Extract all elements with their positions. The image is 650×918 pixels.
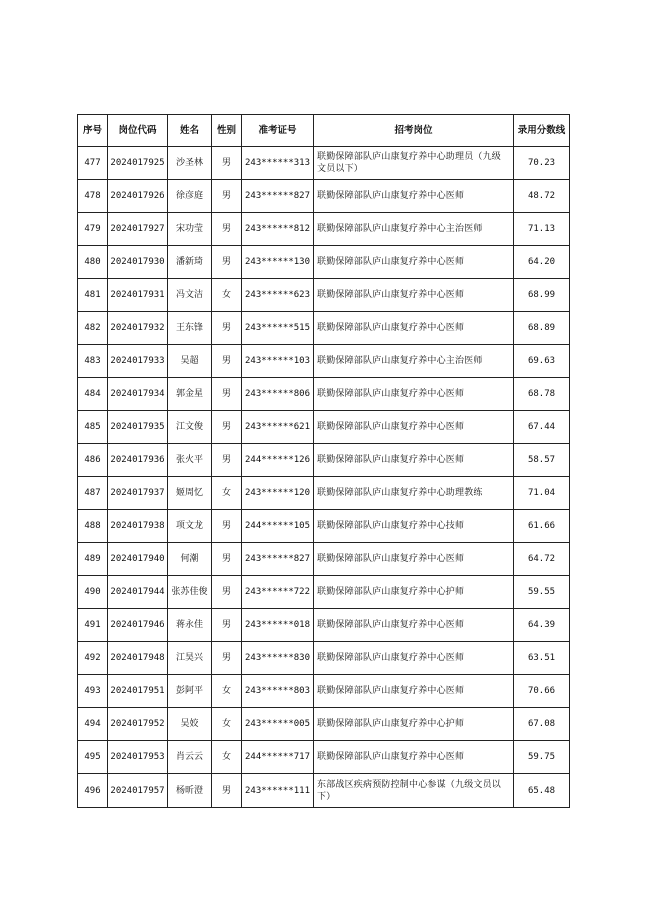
table-row: [78, 675, 570, 708]
position-cell: 联勤保障部队庐山康复疗养中心医师: [314, 180, 514, 213]
exam-id-cell: 243******827: [242, 543, 314, 576]
position-cell: 联勤保障部队庐山康复疗养中心护师: [314, 576, 514, 609]
seq-cell: 495: [78, 741, 108, 774]
cutoff-score-cell: 68.89: [514, 312, 570, 345]
name-cell: 何潮: [168, 543, 212, 576]
exam-id-cell: 243******018: [242, 609, 314, 642]
name-cell: 张火平: [168, 444, 212, 477]
table-row: [78, 411, 570, 444]
name-cell: 蒋永佳: [168, 609, 212, 642]
table-row: [78, 708, 570, 741]
cutoff-score-cell: 48.72: [514, 180, 570, 213]
table-row: [78, 477, 570, 510]
post-code-cell: 2024017946: [108, 609, 168, 642]
gender-cell: 男: [212, 213, 242, 246]
name-cell: 潘新琦: [168, 246, 212, 279]
gender-cell: 男: [212, 180, 242, 213]
table-row: [78, 246, 570, 279]
position-cell: 联勤保障部队庐山康复疗养中心医师: [314, 411, 514, 444]
post-code-cell: 2024017957: [108, 774, 168, 808]
seq-cell: 490: [78, 576, 108, 609]
cutoff-score-cell: 67.08: [514, 708, 570, 741]
seq-cell: 483: [78, 345, 108, 378]
position-cell: 联勤保障部队庐山康复疗养中心技师: [314, 510, 514, 543]
table-row: [78, 279, 570, 312]
post-code-cell: 2024017930: [108, 246, 168, 279]
table-row: [78, 180, 570, 213]
seq-cell: 493: [78, 675, 108, 708]
exam-id-cell: 243******623: [242, 279, 314, 312]
exam-id-cell: 243******005: [242, 708, 314, 741]
seq-cell: 478: [78, 180, 108, 213]
table-row: [78, 444, 570, 477]
exam-id-cell: 243******827: [242, 180, 314, 213]
name-cell: 江文俊: [168, 411, 212, 444]
table-row: [78, 741, 570, 774]
position-cell: 联勤保障部队庐山康复疗养中心医师: [314, 444, 514, 477]
gender-cell: 男: [212, 444, 242, 477]
name-cell: 江昊兴: [168, 642, 212, 675]
exam-id-cell: 243******313: [242, 147, 314, 180]
post-code-cell: 2024017933: [108, 345, 168, 378]
gender-cell: 男: [212, 246, 242, 279]
table-row: [78, 510, 570, 543]
table-row: [78, 609, 570, 642]
header-gender: 性别: [212, 115, 242, 147]
gender-cell: 女: [212, 741, 242, 774]
position-cell: 联勤保障部队庐山康复疗养中心助理教练: [314, 477, 514, 510]
header-position: 招考岗位: [314, 115, 514, 147]
gender-cell: 男: [212, 609, 242, 642]
post-code-cell: 2024017934: [108, 378, 168, 411]
name-cell: 吴超: [168, 345, 212, 378]
cutoff-score-cell: 67.44: [514, 411, 570, 444]
position-cell: 联勤保障部队庐山康复疗养中心医师: [314, 312, 514, 345]
gender-cell: 女: [212, 477, 242, 510]
post-code-cell: 2024017926: [108, 180, 168, 213]
name-cell: 吴姣: [168, 708, 212, 741]
name-cell: 徐彦庭: [168, 180, 212, 213]
table-row: [78, 345, 570, 378]
name-cell: 项文龙: [168, 510, 212, 543]
gender-cell: 男: [212, 411, 242, 444]
header-name: 姓名: [168, 115, 212, 147]
post-code-cell: 2024017940: [108, 543, 168, 576]
position-cell: 联勤保障部队庐山康复疗养中心医师: [314, 675, 514, 708]
gender-cell: 男: [212, 774, 242, 808]
exam-id-cell: 243******830: [242, 642, 314, 675]
post-code-cell: 2024017953: [108, 741, 168, 774]
seq-cell: 482: [78, 312, 108, 345]
post-code-cell: 2024017944: [108, 576, 168, 609]
post-code-cell: 2024017936: [108, 444, 168, 477]
exam-id-cell: 244******126: [242, 444, 314, 477]
position-cell: 联勤保障部队庐山康复疗养中心医师: [314, 246, 514, 279]
name-cell: 王东锋: [168, 312, 212, 345]
header-seq: 序号: [78, 115, 108, 147]
exam-id-cell: 243******806: [242, 378, 314, 411]
table-row: [78, 576, 570, 609]
seq-cell: 487: [78, 477, 108, 510]
exam-id-cell: 243******812: [242, 213, 314, 246]
post-code-cell: 2024017937: [108, 477, 168, 510]
exam-id-cell: 243******722: [242, 576, 314, 609]
cutoff-score-cell: 65.48: [514, 774, 570, 808]
seq-cell: 480: [78, 246, 108, 279]
exam-id-cell: 243******120: [242, 477, 314, 510]
exam-id-cell: 244******717: [242, 741, 314, 774]
exam-id-cell: 244******105: [242, 510, 314, 543]
header-cutoff-score: 录用分数线: [514, 115, 570, 147]
exam-id-cell: 243******621: [242, 411, 314, 444]
cutoff-score-cell: 69.63: [514, 345, 570, 378]
cutoff-score-cell: 64.20: [514, 246, 570, 279]
cutoff-score-cell: 70.23: [514, 147, 570, 180]
exam-id-cell: 243******130: [242, 246, 314, 279]
exam-id-cell: 243******515: [242, 312, 314, 345]
exam-id-cell: 243******111: [242, 774, 314, 808]
position-cell: 联勤保障部队庐山康复疗养中心医师: [314, 609, 514, 642]
table-row: [78, 774, 570, 808]
position-cell: 联勤保障部队庐山康复疗养中心主治医师: [314, 345, 514, 378]
position-cell: 联勤保障部队庐山康复疗养中心医师: [314, 642, 514, 675]
name-cell: 沙圣林: [168, 147, 212, 180]
table-row: [78, 642, 570, 675]
seq-cell: 486: [78, 444, 108, 477]
cutoff-score-cell: 64.72: [514, 543, 570, 576]
name-cell: 彭阿平: [168, 675, 212, 708]
post-code-cell: 2024017938: [108, 510, 168, 543]
name-cell: 姬周忆: [168, 477, 212, 510]
cutoff-score-cell: 68.78: [514, 378, 570, 411]
cutoff-score-cell: 71.04: [514, 477, 570, 510]
position-cell: 联勤保障部队庐山康复疗养中心主治医师: [314, 213, 514, 246]
gender-cell: 男: [212, 378, 242, 411]
table-row: [78, 543, 570, 576]
name-cell: 杨昕澄: [168, 774, 212, 808]
header-post-code: 岗位代码: [108, 115, 168, 147]
gender-cell: 男: [212, 576, 242, 609]
table-row: [78, 147, 570, 180]
position-cell: 联勤保障部队庐山康复疗养中心医师: [314, 543, 514, 576]
position-cell: 联勤保障部队庐山康复疗养中心护师: [314, 708, 514, 741]
post-code-cell: 2024017932: [108, 312, 168, 345]
seq-cell: 488: [78, 510, 108, 543]
gender-cell: 男: [212, 543, 242, 576]
table-body: [78, 147, 570, 808]
position-cell: 联勤保障部队庐山康复疗养中心医师: [314, 279, 514, 312]
post-code-cell: 2024017927: [108, 213, 168, 246]
name-cell: 宋功莹: [168, 213, 212, 246]
post-code-cell: 2024017952: [108, 708, 168, 741]
post-code-cell: 2024017948: [108, 642, 168, 675]
gender-cell: 男: [212, 642, 242, 675]
results-table: [77, 114, 570, 808]
position-cell: 联勤保障部队庐山康复疗养中心医师: [314, 378, 514, 411]
cutoff-score-cell: 64.39: [514, 609, 570, 642]
gender-cell: 女: [212, 708, 242, 741]
name-cell: 肖云云: [168, 741, 212, 774]
cutoff-score-cell: 61.66: [514, 510, 570, 543]
position-cell: 联勤保障部队庐山康复疗养中心医师: [314, 741, 514, 774]
table-row: [78, 378, 570, 411]
table-row: [78, 312, 570, 345]
post-code-cell: 2024017935: [108, 411, 168, 444]
post-code-cell: 2024017931: [108, 279, 168, 312]
seq-cell: 492: [78, 642, 108, 675]
cutoff-score-cell: 59.55: [514, 576, 570, 609]
gender-cell: 女: [212, 675, 242, 708]
exam-id-cell: 243******103: [242, 345, 314, 378]
cutoff-score-cell: 63.51: [514, 642, 570, 675]
position-cell: 东部战区疾病预防控制中心参谋（九级文员以下）: [314, 774, 514, 808]
name-cell: 冯文洁: [168, 279, 212, 312]
exam-id-cell: 243******803: [242, 675, 314, 708]
seq-cell: 489: [78, 543, 108, 576]
gender-cell: 男: [212, 312, 242, 345]
cutoff-score-cell: 68.99: [514, 279, 570, 312]
gender-cell: 男: [212, 510, 242, 543]
post-code-cell: 2024017925: [108, 147, 168, 180]
header-exam-id: 准考证号: [242, 115, 314, 147]
seq-cell: 477: [78, 147, 108, 180]
seq-cell: 491: [78, 609, 108, 642]
name-cell: 郭金星: [168, 378, 212, 411]
seq-cell: 485: [78, 411, 108, 444]
position-cell: 联勤保障部队庐山康复疗养中心助理员（九级文员以下）: [314, 147, 514, 180]
post-code-cell: 2024017951: [108, 675, 168, 708]
seq-cell: 481: [78, 279, 108, 312]
gender-cell: 男: [212, 147, 242, 180]
seq-cell: 494: [78, 708, 108, 741]
gender-cell: 女: [212, 279, 242, 312]
gender-cell: 男: [212, 345, 242, 378]
seq-cell: 496: [78, 774, 108, 808]
cutoff-score-cell: 71.13: [514, 213, 570, 246]
seq-cell: 484: [78, 378, 108, 411]
cutoff-score-cell: 59.75: [514, 741, 570, 774]
name-cell: 张苏佳俊: [168, 576, 212, 609]
cutoff-score-cell: 70.66: [514, 675, 570, 708]
cutoff-score-cell: 58.57: [514, 444, 570, 477]
table-row: [78, 213, 570, 246]
table-header-row: [78, 115, 570, 147]
seq-cell: 479: [78, 213, 108, 246]
